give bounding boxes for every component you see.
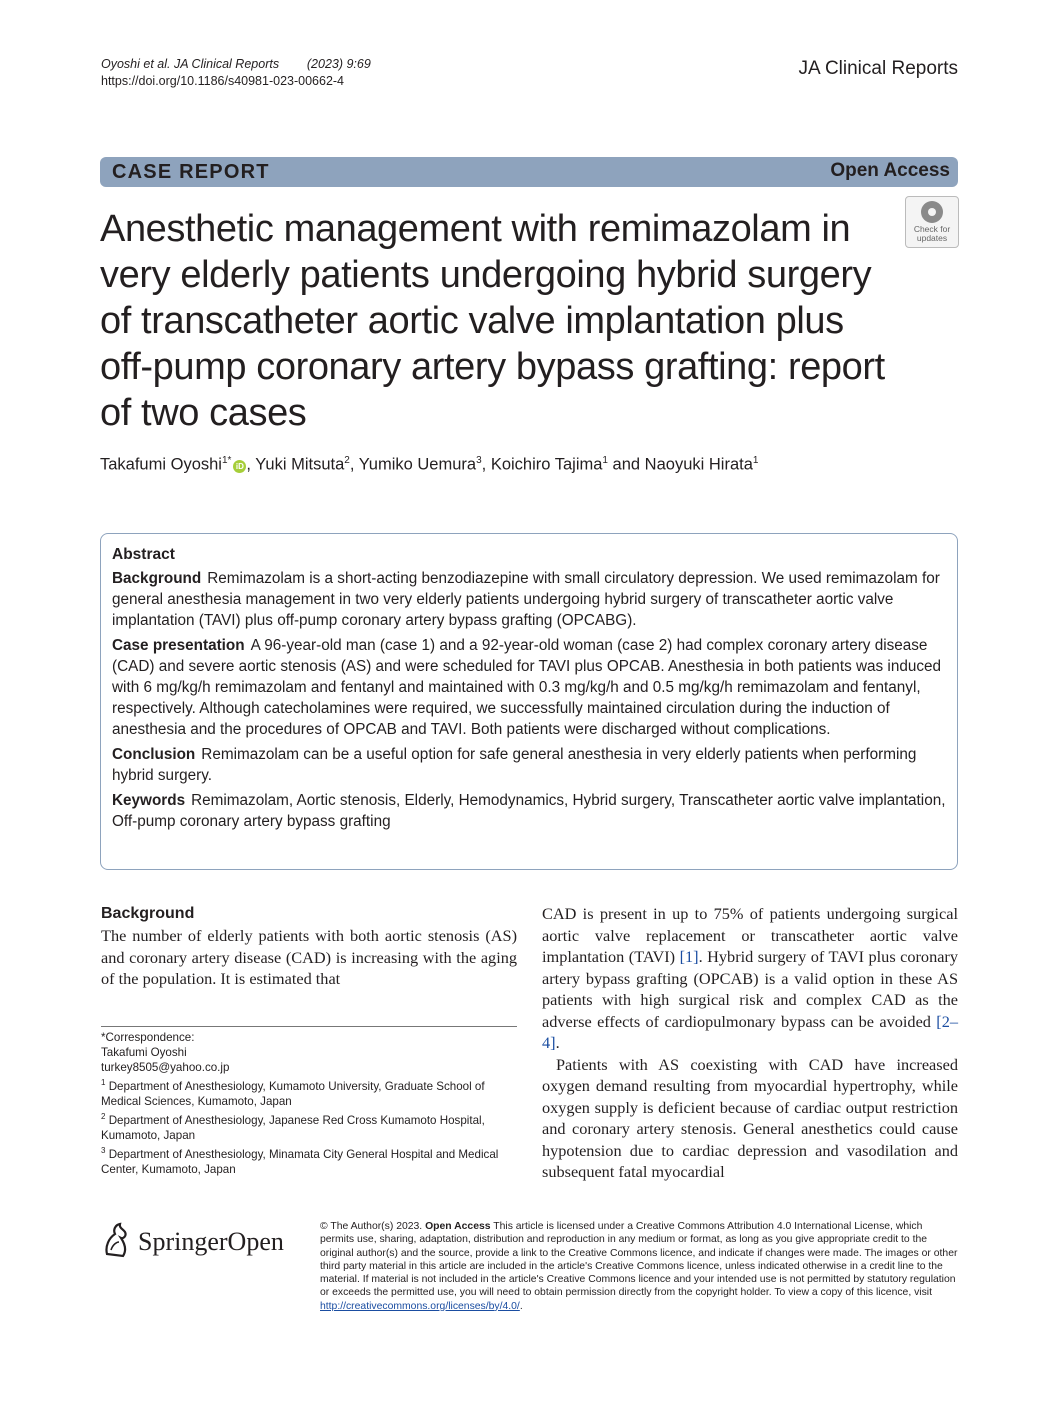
author-name: Yuki Mitsuta xyxy=(255,455,345,474)
correspondence-email[interactable]: turkey8505@yahoo.co.jp xyxy=(101,1061,230,1074)
footnote-divider xyxy=(101,1026,517,1027)
author-affil: 1 xyxy=(752,455,759,466)
citation-header xyxy=(101,56,371,90)
author-name: Takafumi Oyoshi xyxy=(100,455,222,474)
author-affil: 1 xyxy=(602,455,608,466)
citation-authors: Oyoshi et al. JA Clinical Reports xyxy=(101,57,280,71)
author-name: Yumiko Uemura xyxy=(358,455,477,474)
correspondence-name: Takafumi Oyoshi xyxy=(101,1046,187,1059)
abstract-box xyxy=(100,533,958,870)
abstract-case-presentation: Case presentation A 96-year-old man (case 1) and a 92-year-old woman (case 2) had complex coronary artery disease (CAD) and severe aortic stenosis (AS) and were scheduled for TAVI plus OPCAB. Anesthesia in both patients was induced with 6 mg/kg/h remimazolam and fentanyl and maintained with 0.3 mg/kg/h and 0.5 mg/kg/h remimazolam and fentanyl, respectively. Although catecholamines were required, we successfully maintained circulation during the induction of anesthesia and the procedures of OPCAB and TAVI. Both patients were discharged without complications. xyxy=(112,637,942,738)
author-affil: 1* xyxy=(221,455,232,466)
author-name: Naoyuki Hirata xyxy=(644,455,753,474)
body-left-column xyxy=(101,903,517,990)
body-paragraph: The number of elderly patients with both aortic stenosis (AS) and coronary artery disease (CAD) is increasing with the aging of the population. It is estimated that xyxy=(101,926,517,988)
correspondence-label: *Correspondence: xyxy=(101,1031,195,1044)
body-paragraph: Patients with AS coexisting with CAD have increased oxygen demand resulting from myocardial hypertrophy, while oxygen supply is deficient because of cardiac output restriction and coronary artery stenosis. General anesthetics could cause hypotension due to cardiac depression and vasodilation and subsequent fatal myocardial xyxy=(542,1054,958,1181)
author-list: Takafumi Oyoshi$^{1*}$ iD , Yuki Mitsuta$^2$, Yumiko Uemura$^3$, Koichiro Tajima$^1$ and Naoyuki Hirata$^1$ xyxy=(100,455,759,474)
doi-link[interactable]: https://doi.org/10.1186/s40981-023-00662-4 xyxy=(101,74,345,88)
open-access-label: Open Access xyxy=(830,160,950,181)
check-for-updates-button[interactable] xyxy=(905,196,959,248)
affiliation: $^3$ Department of Anesthesiology, Minamata City General Hospital and Medical Center, Kumamoto, Japan xyxy=(101,1145,499,1176)
author-affil: 2 xyxy=(344,455,350,466)
springer-open-logo xyxy=(101,1220,301,1260)
citation-year: (2023) 9:69 xyxy=(306,57,371,71)
author-affil: 3 xyxy=(476,455,482,466)
affiliation: $^2$ Department of Anesthesiology, Japanese Red Cross Kumamoto Hospital, Kumamoto, Japan xyxy=(101,1111,485,1142)
footnotes xyxy=(101,1030,517,1177)
publisher-name: SpringerOpen xyxy=(138,1227,284,1256)
affiliation: $^1$ Department of Anesthesiology, Kumamoto University, Graduate School of Medical Sciences, Kumamoto, Japan xyxy=(101,1078,485,1108)
license-link[interactable]: http://creativecommons.org/licenses/by/4.0/ xyxy=(320,1300,520,1312)
abstract-heading: Abstract xyxy=(112,546,175,563)
section-heading-background: Background xyxy=(101,905,195,922)
springer-horse-icon xyxy=(101,1220,131,1260)
license-open-access: Open Access xyxy=(425,1221,491,1232)
check-updates-line1: Check for xyxy=(913,224,951,234)
license-text: © The Author(s) 2023. Open Access This article is licensed under a Creative Commons Attribution 4.0 International License, which permits use, sharing, adaptation, distribution and reproduction in any medium or format, as long as you give appropriate credit to the original author(s) and the source, provide a link to the Creative Commons licence, and indicate if changes were made. The images or other third party material in this article are included in the article's Creative Commons licence, unless indicated otherwise in a credit line to the material. If material is not included in the article's Creative Commons licence and your intended use is not permitted by statutory regulation or exceeds the permitted use, you will need to obtain permission directly from the copyright holder. To view a copy of this licence, visit http://creativecommons.org/licenses/by/4.0/. xyxy=(320,1221,958,1312)
abstract-background: Background Remimazolam is a short-acting benzodiazepine with small circulatory depression. We used remimazolam for general anesthesia management in two very elderly patients undergoing hybrid surgery of transcatheter aortic valve implantation (TAVI) plus off-pump coronary artery bypass grafting (OPCABG). xyxy=(112,570,940,629)
abstract-conclusion: Conclusion Remimazolam can be a useful option for safe general anesthesia in very elderly patients when performing hybrid surgery. xyxy=(112,746,917,784)
check-updates-line2: updates xyxy=(916,233,948,243)
body-paragraph: CAD is present in up to 75% of patients undergoing surgical aortic valve replacement or transcatheter aortic valve implantation (TAVI) [1]. Hybrid surgery of TAVI plus coronary artery bypass grafting (OPCAB) is a valid option in these AS patients with high surgical risk and complex CAD as the adverse effects of cardiopulmonary bypass can be avoided [2–4]. xyxy=(542,904,958,1052)
article-type-banner xyxy=(100,157,958,187)
abstract-keywords: Keywords Remimazolam, Aortic stenosis, Elderly, Hemodynamics, Hybrid surgery, Transcatheter aortic valve implantation, Off-pump coronary artery bypass grafting xyxy=(112,792,946,830)
citation-link[interactable]: [1] xyxy=(679,947,699,966)
orcid-icon[interactable]: iD xyxy=(233,460,246,473)
body-right-column xyxy=(542,903,958,1183)
author-name: Koichiro Tajima xyxy=(490,455,603,474)
journal-name: JA Clinical Reports xyxy=(798,58,958,79)
article-title: Anesthetic management with remimazolam in very elderly patients undergoing hybrid surgery of transcatheter aortic valve implantation plus off-pump coronary artery bypass grafting: report of two cases xyxy=(100,208,885,434)
citation-link[interactable]: [2–4] xyxy=(542,1011,958,1052)
article-type: CASE REPORT xyxy=(112,161,270,183)
check-updates-icon xyxy=(921,201,943,223)
